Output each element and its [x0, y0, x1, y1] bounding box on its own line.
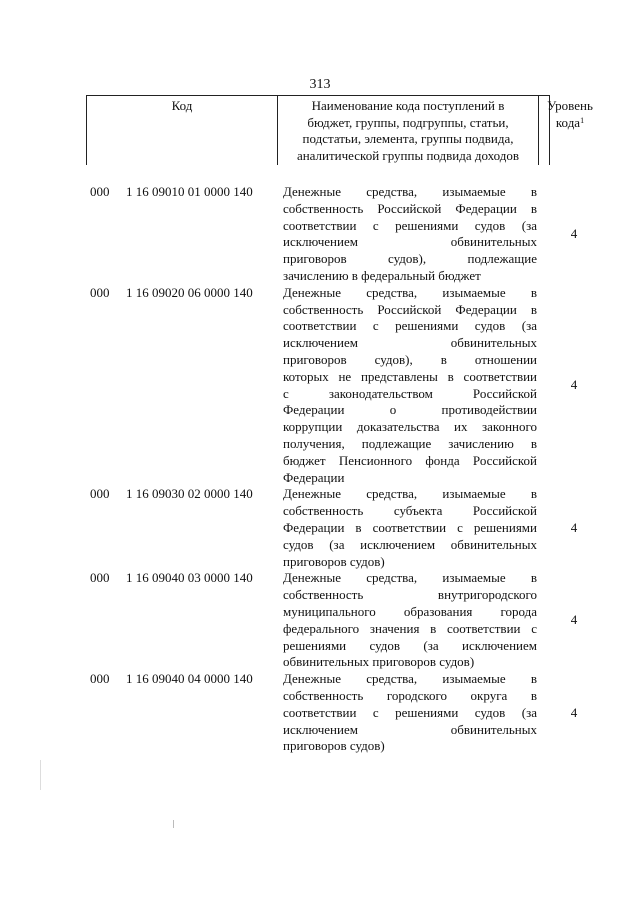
- revenue-name-line: Федерации: [283, 469, 345, 485]
- header-level-line2: кода: [555, 114, 581, 130]
- revenue-name: [283, 671, 537, 755]
- revenue-name-line: федерального значения в соответствии с: [283, 620, 537, 636]
- revenue-name-line: соответствии с решениями судов (за: [283, 217, 537, 233]
- revenue-code: 1 16 09040 04 0000 140: [126, 671, 253, 687]
- revenue-code: 1 16 09020 06 0000 140: [126, 284, 253, 300]
- revenue-name-line: Денежные средства, изымаемые в: [283, 184, 537, 199]
- revenue-name: [283, 570, 537, 671]
- table-row: [0, 285, 640, 487]
- header-name: [277, 96, 539, 165]
- admin-code: 000: [90, 671, 110, 687]
- revenue-name-line: Денежные средства, изымаемые в: [283, 671, 537, 687]
- revenue-code: 1 16 09010 01 0000 140: [126, 184, 253, 199]
- revenue-name-line: коррупции доказательства их законного: [283, 419, 537, 435]
- revenue-name-line: решениями судов (за исключением: [283, 637, 537, 653]
- admin-code: 000: [90, 486, 110, 502]
- revenue-name-line: с законодательством Российской: [283, 385, 537, 401]
- table-row: [0, 184, 640, 285]
- revenue-name-line: Федерации в соответствии с решениями: [283, 519, 537, 535]
- header-code: Код: [171, 98, 193, 113]
- admin-code: 000: [90, 184, 110, 199]
- revenue-name-line: собственность Российской Федерации в: [283, 200, 537, 216]
- footnote-marker: 1: [580, 115, 585, 125]
- revenue-name-line: бюджет Пенсионного фонда Российской: [283, 452, 537, 468]
- header-name-line: Наименование кода поступлений в: [311, 98, 505, 113]
- revenue-name-line: собственность городского округа в: [283, 687, 537, 703]
- table-row: [0, 486, 640, 570]
- scan-mark: [40, 760, 41, 790]
- table-header: [86, 95, 593, 165]
- revenue-name-line: приговоров судов), подлежащие: [283, 251, 537, 267]
- revenue-name-line: Федерации о противодействии: [283, 402, 537, 418]
- page-number: 313: [309, 77, 331, 92]
- header-level: [539, 96, 601, 131]
- revenue-name-line: приговоров судов): [283, 553, 385, 569]
- header-name-line: аналитической группы подвида доходов: [296, 147, 520, 163]
- revenue-name-line: приговоров судов), в отношении: [283, 351, 537, 367]
- revenue-name: [283, 184, 537, 285]
- revenue-name-line: Денежные средства, изымаемые в: [283, 284, 537, 300]
- revenue-name-line: исключением обвинительных: [283, 721, 537, 737]
- revenue-name-line: исключением обвинительных: [283, 234, 537, 250]
- revenue-name-line: собственность субъекта Российской: [283, 503, 537, 519]
- header-name-line: подстатьи, элемента, группы подвида,: [302, 131, 514, 146]
- header-level-line1: Уровень: [547, 98, 593, 113]
- revenue-name-line: судов (за исключением обвинительных: [283, 536, 537, 552]
- code-level: 4: [570, 704, 578, 720]
- revenue-name: [283, 486, 537, 570]
- revenue-name-line: приговоров судов): [283, 738, 385, 754]
- revenue-name-line: получения, подлежащие зачислению в: [283, 435, 537, 451]
- code-level: 4: [570, 377, 578, 393]
- admin-code: 000: [90, 284, 110, 300]
- revenue-name-line: которых не представлены в соответствии: [283, 368, 537, 384]
- code-level: 4: [570, 612, 578, 628]
- revenue-name-line: Денежные средства, изымаемые в: [283, 486, 537, 502]
- revenue-name-line: зачислению в федеральный бюджет: [283, 267, 481, 283]
- revenue-name-line: исключением обвинительных: [283, 335, 537, 351]
- revenue-name-line: обвинительных приговоров судов): [283, 654, 475, 670]
- revenue-name-line: собственность внутригородского: [283, 587, 537, 603]
- code-level: 4: [570, 226, 578, 241]
- revenue-name-line: собственность Российской Федерации в: [283, 301, 537, 317]
- revenue-name-line: муниципального образования города: [283, 603, 537, 619]
- table-row: [0, 570, 640, 671]
- revenue-name-line: соответствии с решениями судов (за: [283, 318, 537, 334]
- revenue-name-line: соответствии с решениями судов (за: [283, 704, 537, 720]
- table-row: [0, 671, 640, 755]
- revenue-name: [283, 285, 537, 487]
- scan-mark: [173, 820, 174, 828]
- revenue-name-line: Денежные средства, изымаемые в: [283, 570, 537, 586]
- revenue-code: 1 16 09030 02 0000 140: [126, 486, 253, 502]
- code-level: 4: [570, 519, 578, 535]
- admin-code: 000: [90, 570, 110, 586]
- revenue-code: 1 16 09040 03 0000 140: [126, 570, 253, 586]
- header-name-line: бюджет, группы, подгруппы, статьи,: [307, 114, 509, 130]
